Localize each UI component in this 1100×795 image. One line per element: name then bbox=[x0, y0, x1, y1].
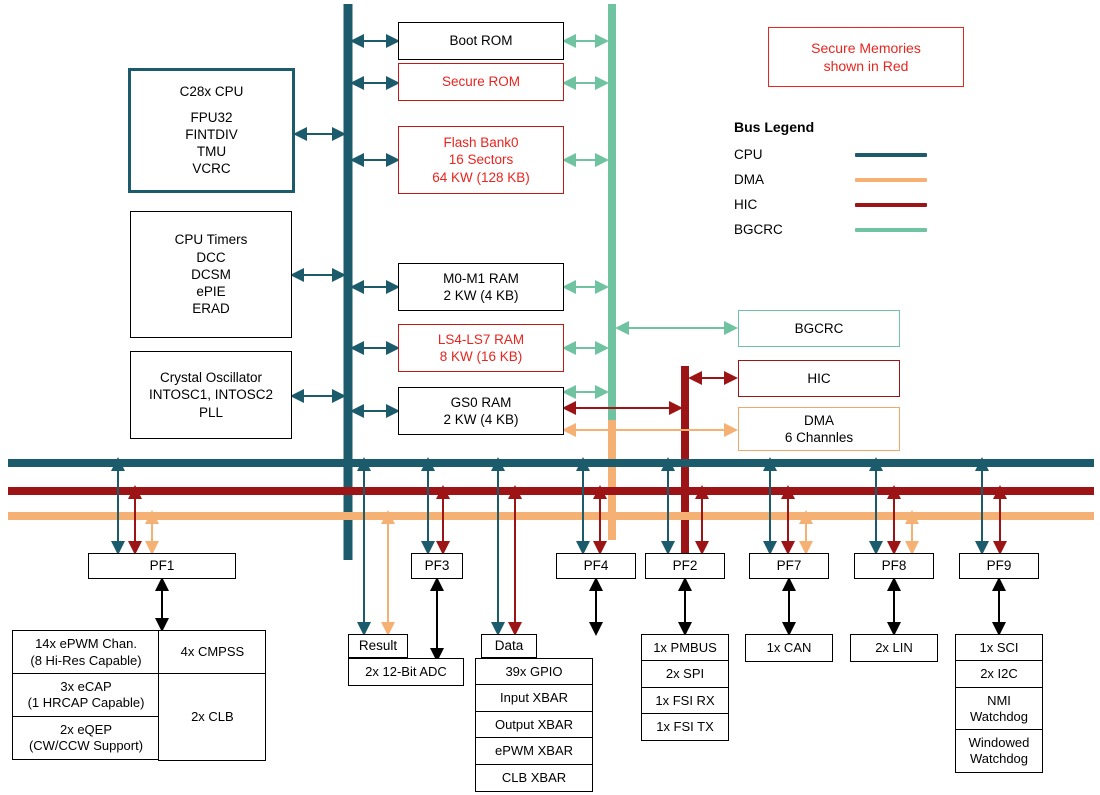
can-cell bbox=[745, 634, 833, 662]
pf7-label: PF7 bbox=[776, 558, 802, 574]
timers-line-2: DCSM bbox=[191, 266, 231, 282]
can-label: 1x CAN bbox=[766, 639, 812, 655]
pf4-label: PF4 bbox=[583, 558, 609, 574]
pf4-peripheral-group bbox=[475, 658, 593, 792]
pf8-box bbox=[854, 553, 934, 579]
osc-line-0: Crystal Oscillator bbox=[159, 370, 262, 386]
secure-rom-label: Secure ROM bbox=[441, 74, 521, 90]
input-xbar-cell bbox=[475, 684, 593, 712]
output-xbar-cell bbox=[475, 711, 593, 739]
gs0-line-1: 2 KW (4 KB) bbox=[443, 412, 519, 427]
osc-line-1: INTOSC1, INTOSC2 bbox=[148, 387, 274, 403]
pf2-peripheral-group bbox=[641, 634, 729, 741]
pf9-peripheral-group bbox=[955, 634, 1043, 773]
epwm-xbar-cell bbox=[475, 737, 593, 765]
pf8-label: PF8 bbox=[881, 558, 907, 574]
windowed-watchdog-line-1: Watchdog bbox=[969, 751, 1029, 767]
hic-block bbox=[738, 360, 900, 397]
m0m1-line-0: M0-M1 RAM bbox=[443, 270, 519, 286]
pf7-peripheral-group bbox=[745, 634, 833, 662]
legend-bar-dma bbox=[855, 178, 927, 182]
cpu-feature-tmu: TMU bbox=[196, 144, 227, 160]
legend-bar-hic bbox=[855, 203, 927, 207]
cpu-feature-vcrc: VCRC bbox=[192, 161, 231, 177]
clb-xbar-label: CLB XBAR bbox=[501, 769, 567, 785]
lin-cell bbox=[850, 634, 938, 662]
pf9-box bbox=[959, 553, 1039, 579]
nmi-watchdog-line-1: Watchdog bbox=[969, 708, 1029, 724]
note-line-1: Secure Memories bbox=[811, 39, 921, 56]
ls4ls7-line-0: LS4-LS7 RAM bbox=[437, 331, 525, 347]
cpu-title: C28x CPU bbox=[179, 84, 244, 100]
fsi-tx-cell bbox=[641, 713, 729, 741]
memory-secure-rom bbox=[398, 63, 564, 101]
clb-xbar-cell bbox=[475, 764, 593, 792]
pf8-peripheral-group bbox=[850, 634, 938, 662]
memory-boot-rom bbox=[398, 22, 564, 60]
pf1-cmpss-label: 4x CMPSS bbox=[180, 644, 245, 660]
spi-label: 2x SPI bbox=[665, 666, 705, 682]
pf1-epwm-cell bbox=[12, 630, 160, 675]
lin-label: 2x LIN bbox=[875, 639, 913, 655]
pf1-eqep-line-1: (CW/CCW Support) bbox=[28, 737, 144, 753]
legend-label-bgcrc: BGCRC bbox=[734, 222, 783, 237]
gpio-cell bbox=[475, 658, 593, 686]
c28x-cpu-block bbox=[128, 68, 295, 193]
legend-label-cpu: CPU bbox=[734, 147, 763, 162]
pf1-box bbox=[88, 553, 236, 579]
data-label: Data bbox=[494, 638, 524, 654]
pf1-ecap-line-1: (1 HRCAP Capable) bbox=[27, 695, 145, 711]
bgcrc-block bbox=[738, 310, 900, 347]
fsi-rx-label: 1x FSI RX bbox=[655, 692, 715, 708]
timers-line-0: CPU Timers bbox=[174, 232, 248, 248]
timers-line-1: DCC bbox=[196, 249, 226, 265]
cpu-feature-fintdiv: FINTDIV bbox=[185, 126, 238, 142]
pf1-label: PF1 bbox=[149, 558, 175, 574]
cpu-timers-block bbox=[130, 211, 292, 338]
dma-line-1: 6 Channles bbox=[784, 430, 854, 445]
windowed-watchdog-cell bbox=[955, 729, 1043, 773]
pf9-label: PF9 bbox=[986, 558, 1012, 574]
flash-line-2: 64 KW (128 KB) bbox=[432, 169, 530, 185]
pf1-ecap-line-0: 3x eCAP bbox=[60, 679, 112, 695]
gs0-line-0: GS0 RAM bbox=[450, 394, 512, 410]
pf2-label: PF2 bbox=[672, 558, 698, 574]
nmi-watchdog-cell bbox=[955, 687, 1043, 731]
fsi-tx-label: 1x FSI TX bbox=[656, 719, 714, 735]
ls4ls7-line-1: 8 KW (16 KB) bbox=[439, 349, 523, 364]
boot-rom-label: Boot ROM bbox=[449, 33, 513, 49]
pf7-box bbox=[749, 553, 829, 579]
osc-line-2: PLL bbox=[198, 404, 224, 420]
flash-line-1: 16 Sectors bbox=[448, 152, 514, 168]
dma-line-0: DMA bbox=[804, 412, 834, 428]
sci-cell bbox=[955, 634, 1043, 662]
adc-label: 2x 12-Bit ADC bbox=[365, 663, 447, 679]
pf1-epwm-line-0: 14x ePWM Chan. bbox=[35, 636, 137, 652]
pf1-eqep-line-0: 2x eQEP bbox=[59, 721, 113, 737]
pf1-cmpss-cell bbox=[158, 630, 266, 675]
memory-ls4-ls7-ram bbox=[398, 324, 564, 372]
bus-legend-title: Bus Legend bbox=[734, 119, 815, 135]
memory-flash-bank0 bbox=[398, 126, 564, 194]
pf3-box bbox=[411, 553, 463, 579]
pf1-clb-label: 2x CLB bbox=[191, 709, 234, 725]
i2c-label: 2x I2C bbox=[980, 666, 1018, 682]
m0m1-line-1: 2 KW (4 KB) bbox=[443, 288, 519, 303]
hic-label: HIC bbox=[807, 370, 831, 386]
pmbus-label: 1x PMBUS bbox=[653, 639, 717, 655]
spi-cell bbox=[641, 660, 729, 688]
crystal-oscillator-block bbox=[130, 351, 292, 439]
result-box bbox=[348, 634, 408, 658]
fsi-rx-cell bbox=[641, 687, 729, 715]
timers-line-3: ePIE bbox=[196, 284, 226, 300]
pf4-box bbox=[556, 553, 636, 579]
sci-label: 1x SCI bbox=[979, 639, 1019, 655]
secure-memories-note bbox=[768, 27, 964, 87]
legend-bar-cpu bbox=[855, 153, 927, 157]
windowed-watchdog-line-0: Windowed bbox=[968, 734, 1030, 750]
data-box bbox=[481, 634, 537, 658]
memory-gs0-ram bbox=[398, 387, 564, 435]
pf1-eqep-cell bbox=[12, 716, 160, 760]
dma-block bbox=[738, 407, 900, 451]
pf1-epwm-line-1: (8 Hi-Res Capable) bbox=[30, 652, 142, 668]
note-line-2: shown in Red bbox=[823, 58, 909, 74]
flash-line-0: Flash Bank0 bbox=[443, 135, 519, 151]
legend-label-hic: HIC bbox=[734, 197, 758, 212]
nmi-watchdog-line-0: NMI bbox=[987, 692, 1011, 708]
cpu-feature-fpu32: FPU32 bbox=[190, 109, 233, 125]
legend-label-dma: DMA bbox=[734, 172, 764, 187]
legend-bar-bgcrc bbox=[855, 228, 927, 232]
result-label: Result bbox=[358, 638, 398, 654]
pf3-label: PF3 bbox=[424, 558, 450, 574]
i2c-cell bbox=[955, 660, 1043, 688]
memory-m0-m1-ram bbox=[398, 263, 564, 311]
bgcrc-label: BGCRC bbox=[794, 320, 844, 336]
adc-cell bbox=[348, 658, 464, 686]
output-xbar-label: Output XBAR bbox=[494, 716, 574, 732]
pf1-clb-cell bbox=[158, 673, 266, 761]
pf1-peripheral-group bbox=[12, 630, 266, 761]
pf3-peripheral-group bbox=[348, 658, 464, 686]
timers-line-4: ERAD bbox=[192, 301, 230, 317]
pf2-box bbox=[645, 553, 725, 579]
gpio-label: 39x GPIO bbox=[505, 663, 563, 679]
pf1-ecap-cell bbox=[12, 673, 160, 717]
pmbus-cell bbox=[641, 634, 729, 662]
epwm-xbar-label: ePWM XBAR bbox=[494, 743, 573, 759]
input-xbar-label: Input XBAR bbox=[500, 690, 568, 706]
